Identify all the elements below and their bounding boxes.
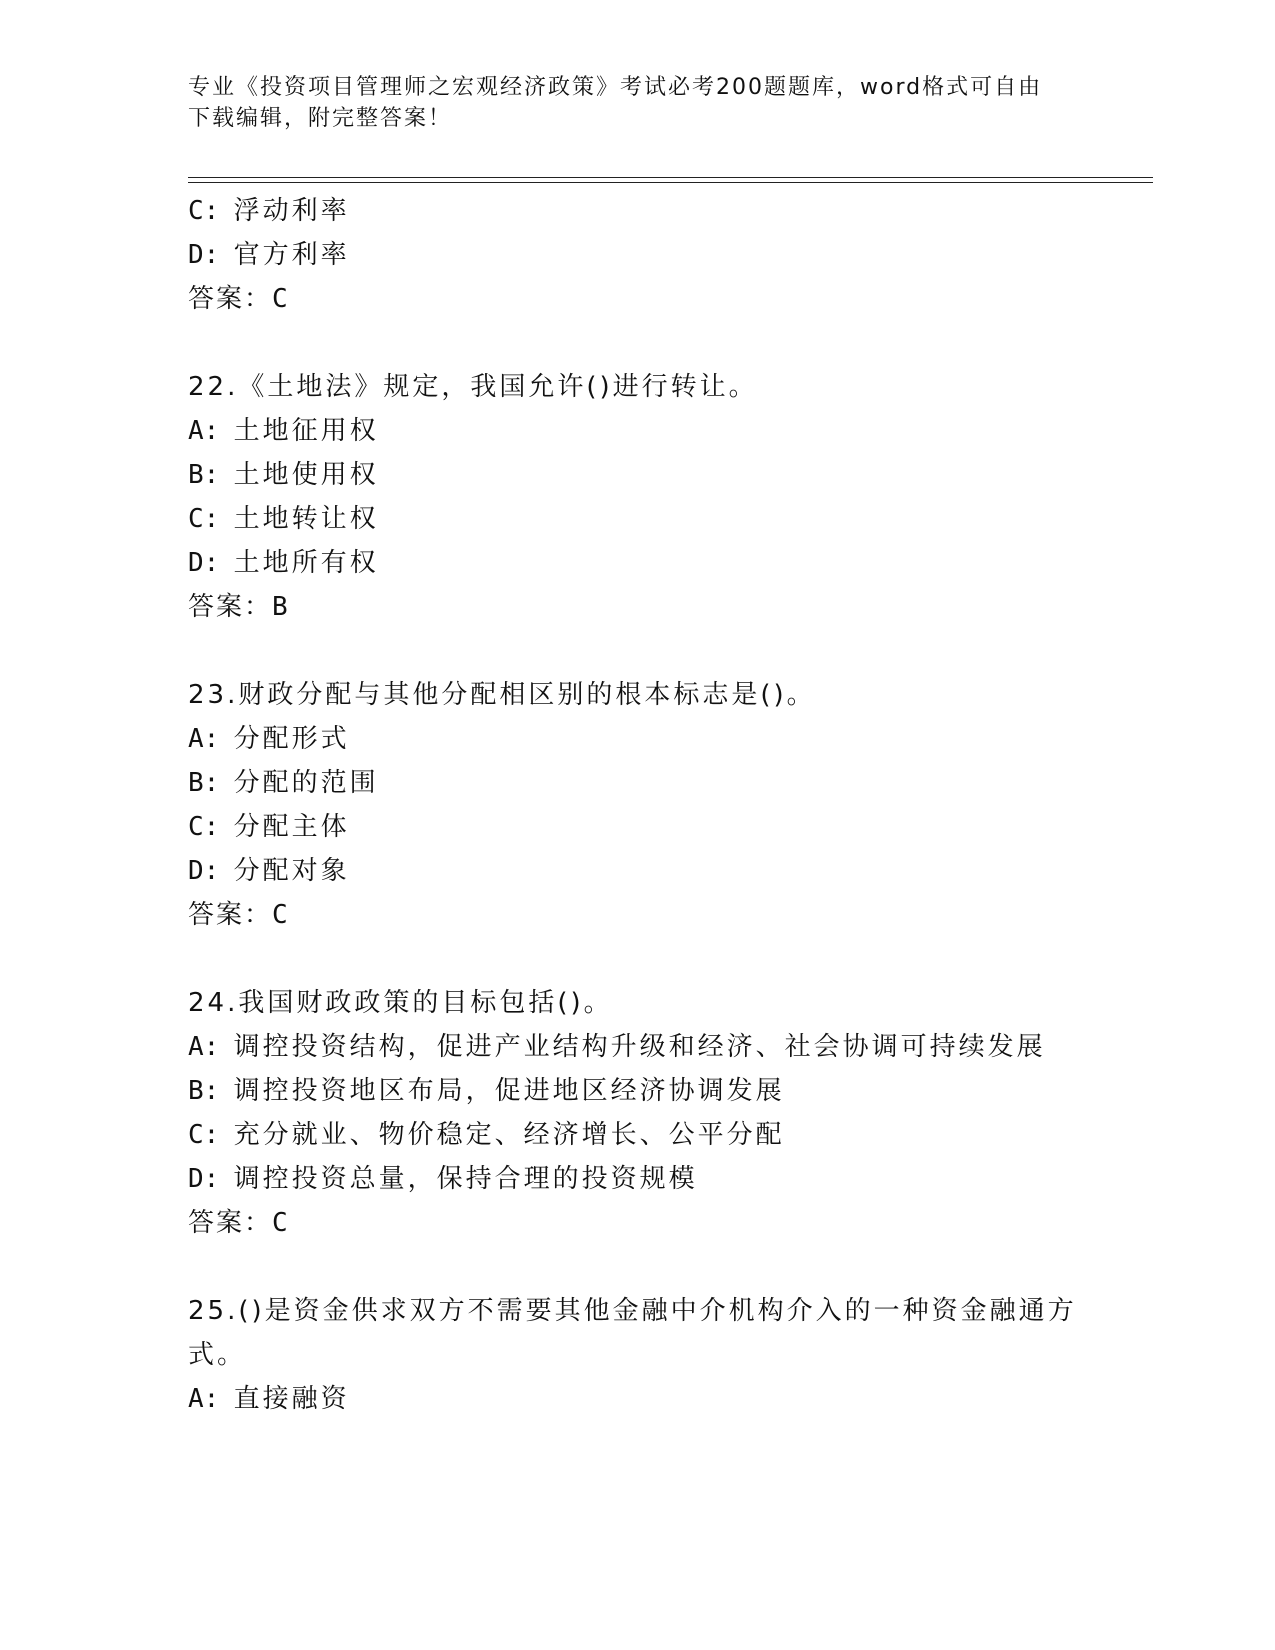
q24-option-a: A: 调控投资结构，促进产业结构升级和经济、社会协调可持续发展 <box>188 1032 1046 1062</box>
option-letter: A <box>188 724 204 754</box>
option-text: 土地转让权 <box>233 504 379 534</box>
q22-answer <box>188 586 288 623</box>
q23-option-c: C: 分配主体 <box>188 812 350 842</box>
q23-option-a: A: 分配形式 <box>188 724 350 754</box>
option-text: 官方利率 <box>233 240 350 270</box>
q23-option-b: B: 分配的范围 <box>188 768 379 798</box>
option-text: 调控投资地区布局，促进地区经济协调发展 <box>233 1076 785 1106</box>
q22-option-d: D: 土地所有权 <box>188 548 379 578</box>
option-letter: D <box>188 856 204 886</box>
option-letter: D <box>188 1164 204 1194</box>
q21-option-d: D: 官方利率 <box>188 240 350 270</box>
option-text: 土地征用权 <box>233 416 379 446</box>
q24-answer <box>188 1202 288 1239</box>
q22-option-a: A: 土地征用权 <box>188 416 379 446</box>
q23-option-d: D: 分配对象 <box>188 856 350 886</box>
answer-value: C <box>272 284 288 314</box>
option-letter: D <box>188 548 204 578</box>
document-header <box>188 72 1088 134</box>
q22-option-b: B: 土地使用权 <box>188 460 379 490</box>
q23-stem: 23.财政分配与其他分配相区别的根本标志是()。 <box>188 680 816 710</box>
option-text: 分配对象 <box>233 856 350 886</box>
header-line-1: 专业《投资项目管理师之宏观经济政策》考试必考200题题库，word格式可自由 <box>188 75 1043 100</box>
option-letter: C <box>188 1120 204 1150</box>
q22-stem: 22.《土地法》规定，我国允许()进行转让。 <box>188 372 758 402</box>
answer-label: 答案： <box>188 900 273 930</box>
answer-value: C <box>272 900 288 930</box>
q24-option-d: D: 调控投资总量，保持合理的投资规模 <box>188 1164 698 1194</box>
header-rule-top <box>188 177 1153 178</box>
q25-stem-line-2: 式。 <box>188 1340 247 1370</box>
q24-option-c: C: 充分就业、物价稳定、经济增长、公平分配 <box>188 1120 785 1150</box>
option-letter: B <box>188 460 204 490</box>
option-text: 土地所有权 <box>233 548 379 578</box>
q23-answer <box>188 894 288 931</box>
q25-stem-line-1: 25.()是资金供求双方不需要其他金融中介机构介入的一种资金融通方 <box>188 1296 1077 1326</box>
q25-option-a: A: 直接融资 <box>188 1384 350 1414</box>
option-letter: C <box>188 812 204 842</box>
header-rule-bottom <box>188 182 1153 183</box>
option-text: 分配主体 <box>233 812 350 842</box>
option-text: 直接融资 <box>233 1384 350 1414</box>
option-text: 调控投资总量，保持合理的投资规模 <box>233 1164 698 1194</box>
answer-label: 答案： <box>188 1208 273 1238</box>
option-letter: D <box>188 240 204 270</box>
option-text: 分配形式 <box>233 724 350 754</box>
answer-label: 答案： <box>188 284 273 314</box>
q21-option-c: C: 浮动利率 <box>188 196 350 226</box>
option-text: 充分就业、物价稳定、经济增长、公平分配 <box>233 1120 785 1150</box>
q24-stem: 24.我国财政政策的目标包括()。 <box>188 988 613 1018</box>
header-line-2: 下载编辑，附完整答案！ <box>188 106 453 131</box>
option-text: 分配的范围 <box>233 768 379 798</box>
answer-value: C <box>272 1208 288 1238</box>
option-letter: A <box>188 1384 204 1414</box>
option-letter: C <box>188 504 204 534</box>
option-letter: A <box>188 1032 204 1062</box>
q24-option-b: B: 调控投资地区布局，促进地区经济协调发展 <box>188 1076 785 1106</box>
q22-option-c: C: 土地转让权 <box>188 504 379 534</box>
option-text: 调控投资结构，促进产业结构升级和经济、社会协调可持续发展 <box>233 1032 1046 1062</box>
option-letter: C <box>188 196 204 226</box>
option-letter: B <box>188 1076 204 1106</box>
option-letter: A <box>188 416 204 446</box>
option-text: 土地使用权 <box>233 460 379 490</box>
answer-value: B <box>272 592 288 622</box>
answer-label: 答案： <box>188 592 273 622</box>
option-letter: B <box>188 768 204 798</box>
q21-answer <box>188 278 288 315</box>
option-text: 浮动利率 <box>233 196 350 226</box>
